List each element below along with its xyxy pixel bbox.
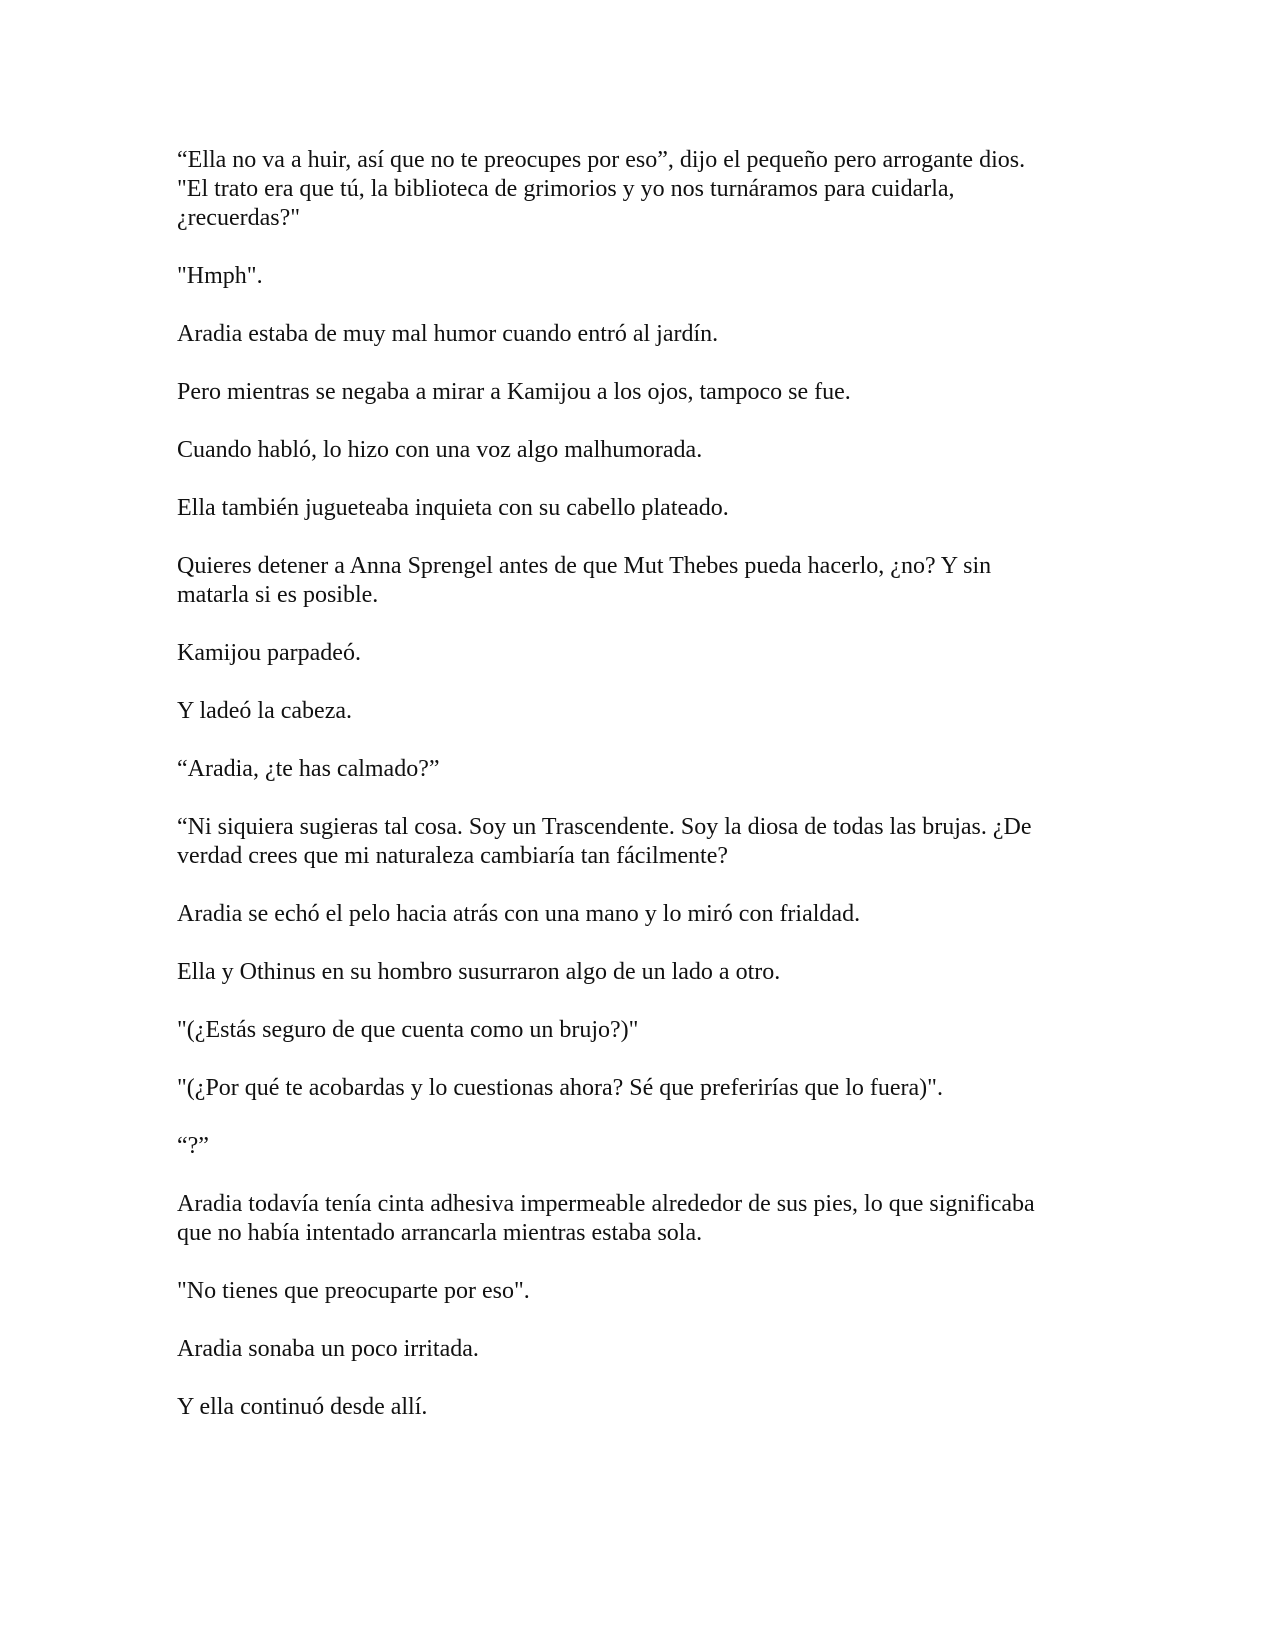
document-body: [177, 146, 1077, 1451]
paragraph: Aradia se echó el pelo hacia atrás con una mano y lo miró con frialdad.: [177, 901, 861, 927]
paragraph: “Ni siquiera sugieras tal cosa. Soy un Trascendente. Soy la diosa de todas las brujas. ¿De verdad crees que mi naturaleza cambiaría tan fácilmente?: [177, 814, 1032, 869]
paragraph: "(¿Estás seguro de que cuenta como un brujo?)": [177, 1017, 639, 1043]
paragraph: Pero mientras se negaba a mirar a Kamijou a los ojos, tampoco se fue.: [177, 379, 851, 405]
paragraph: Aradia sonaba un poco irritada.: [177, 1336, 479, 1362]
paragraph: Aradia todavía tenía cinta adhesiva impermeable alrededor de sus pies, lo que significaba que no había intentado arrancarla mientras estaba sola.: [177, 1191, 1035, 1246]
paragraph: Aradia estaba de muy mal humor cuando entró al jardín.: [177, 321, 719, 347]
paragraph: Y ella continuó desde allí.: [177, 1394, 428, 1420]
paragraph: Cuando habló, lo hizo con una voz algo malhumorada.: [177, 437, 703, 463]
paragraph: Ella también jugueteaba inquieta con su cabello plateado.: [177, 495, 729, 521]
paragraph: "(¿Por qué te acobardas y lo cuestionas ahora? Sé que preferirías que lo fuera)".: [177, 1075, 943, 1101]
paragraph: "Hmph".: [177, 263, 263, 289]
paragraph: “Aradia, ¿te has calmado?”: [177, 756, 440, 782]
paragraph: Kamijou parpadeó.: [177, 640, 361, 666]
paragraph: Ella y Othinus en su hombro susurraron algo de un lado a otro.: [177, 959, 781, 985]
paragraph: "No tienes que preocuparte por eso".: [177, 1278, 530, 1304]
paragraph: “?”: [177, 1133, 209, 1159]
paragraph: Y ladeó la cabeza.: [177, 698, 352, 724]
paragraph: “Ella no va a huir, así que no te preocupes por eso”, dijo el pequeño pero arrogante dios. "El trato era que tú, la biblioteca de grimorios y yo nos turnáramos para cuidarla, ¿recuerdas?": [177, 147, 1026, 231]
paragraph: Quieres detener a Anna Sprengel antes de que Mut Thebes pueda hacerlo, ¿no? Y sin matarla si es posible.: [177, 553, 992, 608]
